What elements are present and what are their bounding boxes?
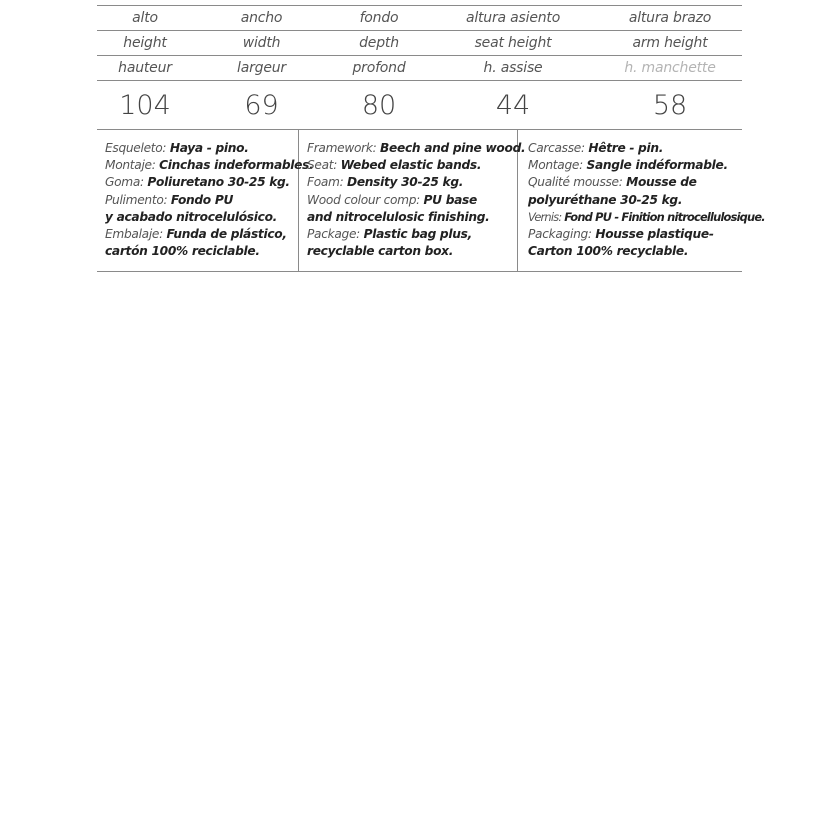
spec-key: Packaging: xyxy=(528,227,596,242)
label-altura-asiento: altura asiento xyxy=(465,10,561,26)
spec-key: Montage: xyxy=(528,158,587,173)
spec-value: cartón 100% reciclable. xyxy=(105,244,260,259)
spec-line xyxy=(105,140,298,157)
spec-key: Framework: xyxy=(307,141,381,155)
spec-value: Plastic bag plus, xyxy=(363,227,472,242)
spec-value: Fondo PU xyxy=(170,192,234,207)
spec-value: Haya - pino. xyxy=(169,141,249,155)
label-height: height xyxy=(123,35,167,51)
spec-line xyxy=(307,157,517,174)
spec-value: recyclable carton box. xyxy=(307,244,454,259)
spec-value: Housse plastique- xyxy=(595,227,714,242)
spec-line xyxy=(528,174,742,191)
value-depth: 80 xyxy=(361,89,397,121)
dimension-values-row xyxy=(97,81,742,130)
label-profond: profond xyxy=(352,60,406,76)
spec-value: Density 30-25 kg. xyxy=(347,175,464,190)
spec-line xyxy=(307,226,517,243)
label-seat-height: seat height xyxy=(474,35,552,51)
specs-spanish xyxy=(97,130,314,271)
spec-line xyxy=(307,174,517,191)
label-width: width xyxy=(242,35,281,51)
spec-line xyxy=(105,157,314,174)
spec-key: Package: xyxy=(307,227,364,242)
spec-value: Funda de plástico, xyxy=(166,227,287,242)
spec-value: Fond PU - Finition nitrocellulosique. xyxy=(564,209,765,224)
label-row-english xyxy=(97,31,742,56)
label-largeur: largeur xyxy=(237,60,286,76)
value-width: 69 xyxy=(244,89,279,121)
spec-line xyxy=(307,243,517,260)
spec-line xyxy=(528,243,742,260)
spec-key: Embalaje: xyxy=(105,227,167,242)
spec-line xyxy=(105,174,298,191)
spec-key: Esqueleto: xyxy=(105,141,170,155)
value-height: 104 xyxy=(119,89,171,121)
spec-line xyxy=(307,140,526,157)
spec-sheet xyxy=(97,5,765,272)
spec-value: Mousse de xyxy=(626,175,697,190)
spec-line xyxy=(105,243,298,260)
spec-key: Wood colour comp: xyxy=(307,192,424,207)
spec-value: Sangle indéformable. xyxy=(586,158,728,173)
spec-key: Pulimento: xyxy=(105,192,171,207)
spec-value: Cinchas indeformables. xyxy=(159,158,314,173)
label-arm-height: arm height xyxy=(632,35,708,51)
label-alto: alto xyxy=(132,10,158,26)
label-hauteur: hauteur xyxy=(118,60,172,76)
spec-key: Seat: xyxy=(307,158,341,173)
spec-line xyxy=(528,157,742,174)
label-h-assise: h. assise xyxy=(483,60,543,76)
spec-line xyxy=(528,192,742,209)
label-depth: depth xyxy=(359,35,399,51)
spec-value: Poliuretano 30-25 kg. xyxy=(147,175,290,190)
spec-key: Carcasse: xyxy=(528,141,589,155)
value-arm-height: 58 xyxy=(652,89,688,121)
spec-line xyxy=(528,209,765,226)
spec-line xyxy=(105,192,298,209)
spec-line xyxy=(105,209,298,226)
spec-line xyxy=(307,209,517,226)
spec-line xyxy=(307,192,517,209)
label-row-spanish xyxy=(97,6,742,31)
spec-value: and nitrocelulosic finishing. xyxy=(307,209,490,224)
specs-french xyxy=(518,130,765,271)
spec-line xyxy=(528,226,742,243)
spec-line xyxy=(105,226,298,243)
label-fondo: fondo xyxy=(359,10,399,26)
spec-key: Foam: xyxy=(307,175,347,190)
label-ancho: ancho xyxy=(240,10,283,26)
spec-key: Montaje: xyxy=(105,158,160,173)
spec-value: Hêtre - pin. xyxy=(588,141,664,155)
spec-key: Goma: xyxy=(105,175,148,190)
spec-value: Beech and pine wood. xyxy=(380,141,526,155)
specs-english xyxy=(299,130,526,271)
label-h-manchette: h. manchette xyxy=(624,60,716,76)
spec-line xyxy=(528,140,742,157)
spec-value: Carton 100% recyclable. xyxy=(528,244,689,259)
label-row-french xyxy=(97,56,742,81)
spec-value: polyuréthane 30-25 kg. xyxy=(528,192,683,207)
spec-value: y acabado nitrocelulósico. xyxy=(105,209,277,224)
spec-key: Vernis: xyxy=(528,209,565,224)
label-altura-brazo: altura brazo xyxy=(628,10,712,26)
specifications-block xyxy=(97,130,765,272)
spec-value: PU base xyxy=(423,192,477,207)
value-seat-height: 44 xyxy=(495,89,531,121)
spec-value: Webed elastic bands. xyxy=(340,158,482,173)
spec-key: Qualité mousse: xyxy=(528,175,627,190)
